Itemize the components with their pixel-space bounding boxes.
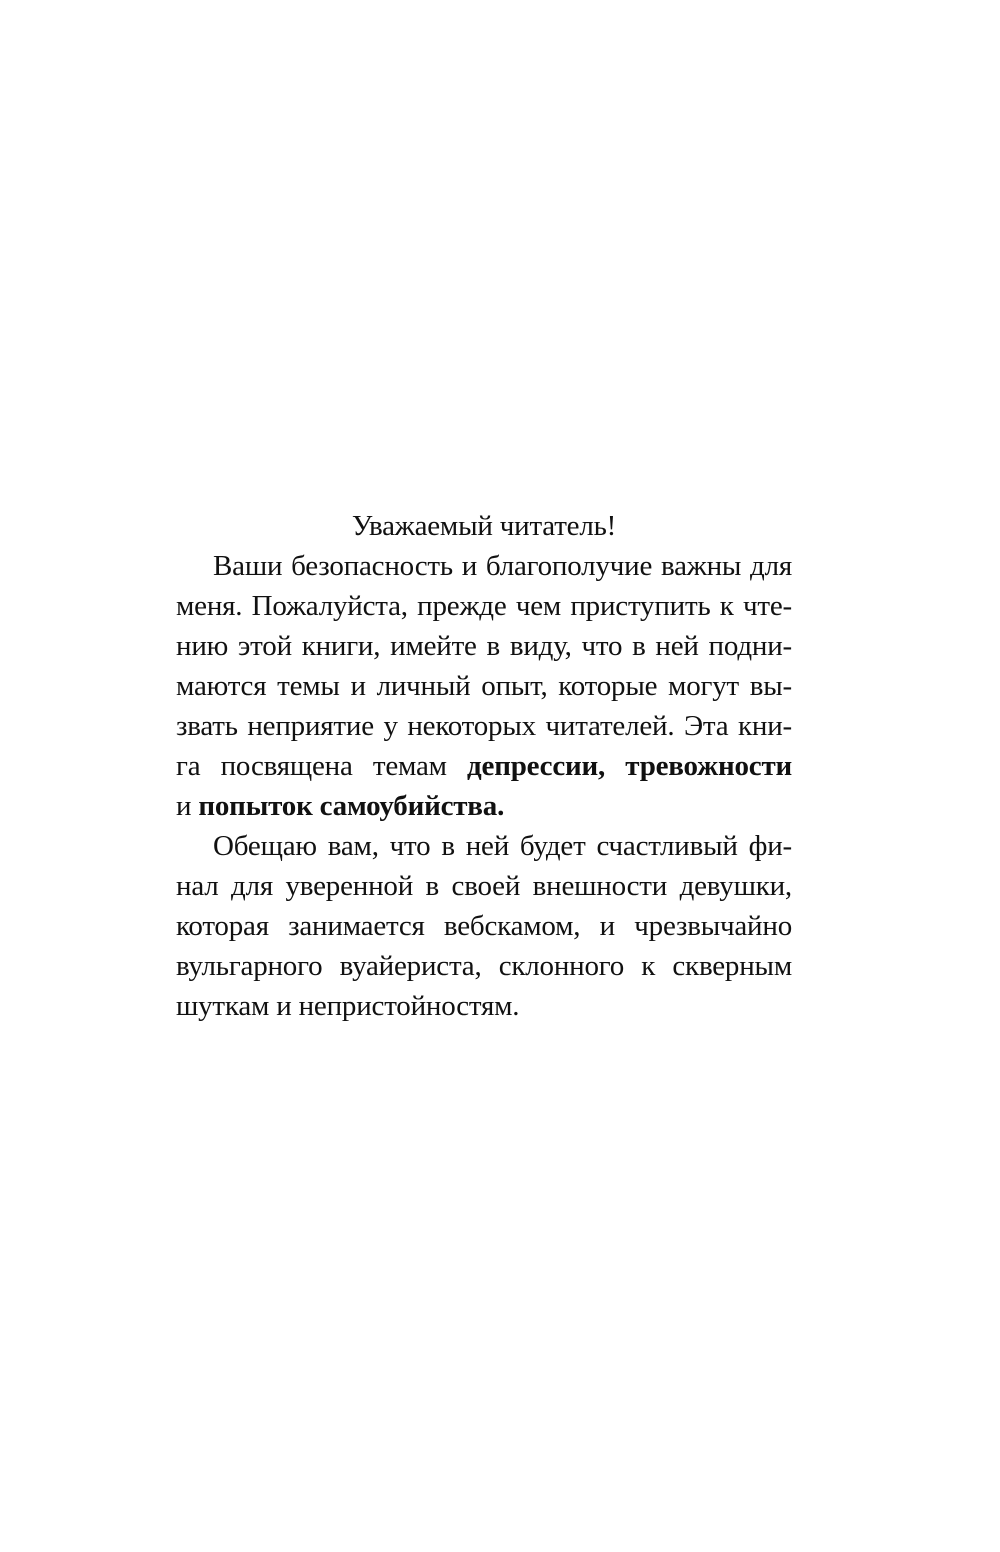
text-line (176, 946, 792, 986)
text-line (176, 746, 792, 786)
text-line (176, 786, 792, 826)
text-segment: и (176, 790, 199, 822)
text-segment: меня. Пожалуйста, прежде чем приступить к чте- (176, 590, 792, 622)
text-segment: вульгарного вуайериста, склонного к скверным (176, 950, 792, 982)
content-warning-block (176, 506, 792, 1026)
text-segment: звать неприятие у некоторых читателей. Эта кни- (176, 710, 792, 742)
text-line (176, 986, 792, 1026)
text-line (176, 706, 792, 746)
text-segment: Обещаю вам, что в ней будет счастливый фи- (213, 830, 792, 862)
paragraph (176, 546, 792, 826)
text-segment: шуткам и непристойностям. (176, 990, 520, 1022)
text-segment: маются темы и личный опыт, которые могут вы- (176, 670, 792, 702)
text-segment: га посвящена темам (176, 750, 468, 782)
text-segment: нал для уверенной в своей внешности девушки, (176, 870, 792, 902)
text-line (176, 546, 792, 586)
text-line (176, 866, 792, 906)
text-line (176, 626, 792, 666)
text-segment: которая занимается вебскамом, и чрезвычайно (176, 910, 792, 942)
text-line (176, 586, 792, 626)
paragraph (176, 826, 792, 1026)
text-segment: нию этой книги, имейте в виду, что в ней подни- (176, 630, 792, 662)
text-line (176, 906, 792, 946)
bold-text-segment: депрессии, тревожности (467, 750, 792, 782)
bold-text-segment: попыток самоубийства. (198, 790, 505, 822)
text-line (176, 666, 792, 706)
page-title: Уважаемый читатель! (351, 510, 617, 542)
text-segment: Ваши безопасность и благополучие важны для (213, 550, 792, 582)
paragraphs-container (176, 546, 792, 1026)
text-line (176, 826, 792, 866)
